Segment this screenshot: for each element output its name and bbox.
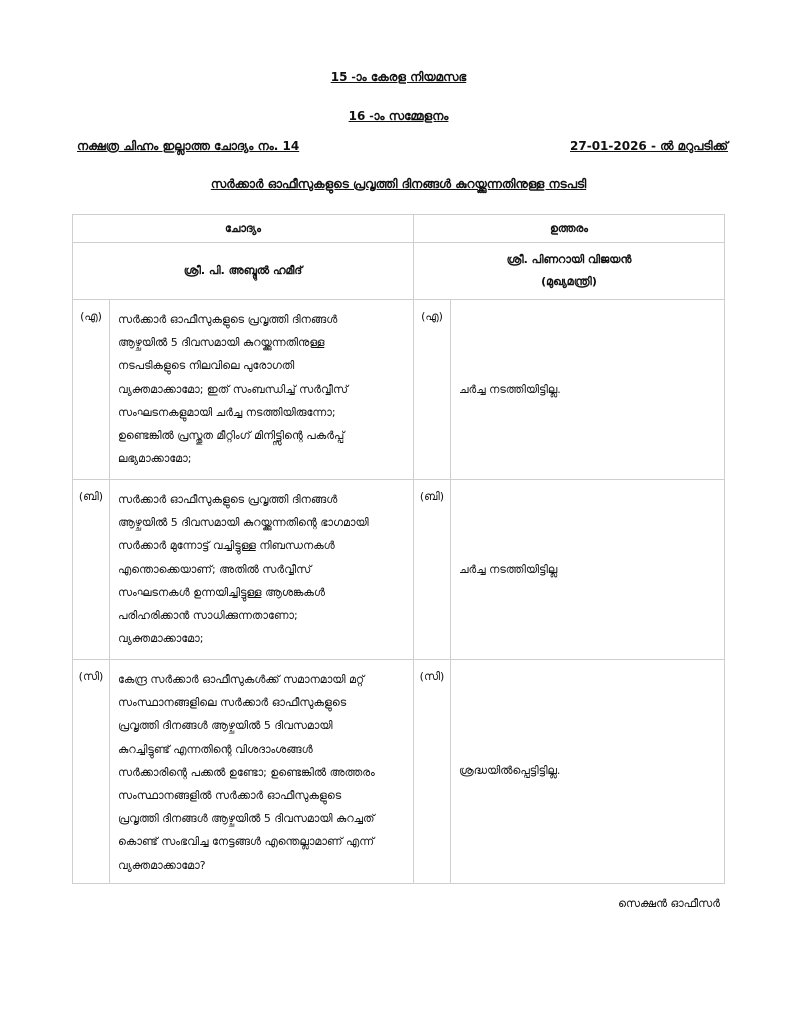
- question-line: സർക്കാർ മുന്നോട്ട് വച്ചിട്ടുള്ള നിബന്ധനകൾ: [118, 539, 335, 553]
- answer-date: 27-01-2026 - ൽ മറുപടിക്ക്: [570, 139, 728, 153]
- subject-title: സർക്കാർ ഓഫീസുകളുടെ പ്രവൃത്തി ദിനങ്ങൾ കുറയ്ക്കുന്നതിനുള്ള നടപടി: [210, 177, 587, 191]
- question-line: ആഴ്ചയിൽ 5 ദിവസമായി കുറയ്ക്കുന്നതിന്റെ ഭാഗമായി: [118, 516, 369, 530]
- respondent-cell: [414, 243, 725, 300]
- question-line: സർക്കാരിന്റെ പക്കൽ ഉണ്ടോ; ഉണ്ടെങ്കിൽ അത്തരം: [118, 765, 375, 779]
- question-line: കേന്ദ്ര സർക്കാർ ഓഫീസുകൾക്ക് സമാനമായി മറ്റ്: [118, 673, 365, 686]
- question-line: സർക്കാർ ഓഫീസുകളുടെ പ്രവൃത്തി ദിനങ്ങൾ: [118, 313, 338, 326]
- answer-label: (ബി): [414, 480, 451, 660]
- question-line: സംഘടനകളുമായി ചർച്ച നടത്തിയിരുന്നോ;: [118, 405, 336, 419]
- row-label: (സി): [73, 660, 110, 884]
- answer-text: ചർച്ച നടത്തിയിട്ടില്ല.: [451, 300, 725, 480]
- answer-text: ശ്രദ്ധയിൽപ്പെട്ടിട്ടില്ല.: [451, 660, 725, 884]
- answer-text: ചർച്ച നടത്തിയിട്ടില്ല: [451, 480, 725, 660]
- question-line: കൊണ്ട് സംഭവിച്ച നേട്ടങ്ങൾ എന്തെല്ലാമാണ് എന്ന്: [118, 835, 375, 849]
- question-line: നടപടികളുടെ നിലവിലെ പുരോഗതി: [118, 359, 295, 373]
- question-line: കുറച്ചിട്ടുണ്ട് എന്നതിന്റെ വിശദാംശങ്ങൾ: [118, 742, 313, 756]
- question-text: [110, 660, 414, 884]
- signature-designation: സെക്ഷൻ ഓഫീസർ: [618, 897, 720, 910]
- answer-label: (സി): [414, 660, 451, 884]
- question-line: സർക്കാർ ഓഫീസുകളുടെ പ്രവൃത്തി ദിനങ്ങൾ: [118, 493, 338, 506]
- question-line: ലഭ്യമാക്കാമോ;: [118, 452, 192, 466]
- respondent-role: (മുഖ്യമന്ത്രി): [541, 275, 597, 288]
- question-reference: നക്ഷത്ര ചിഹ്നം ഇല്ലാത്ത ചോദ്യം നം. 14: [77, 139, 300, 153]
- answer-label: (എ): [414, 300, 451, 480]
- question-line: സംഘടനകൾ ഉന്നയിച്ചിട്ടുള്ള ആശങ്കകൾ: [118, 585, 325, 599]
- table-row: [73, 300, 725, 480]
- question-line: പ്രവൃത്തി ദിനങ്ങൾ ആഴ്ചയിൽ 5 ദിവസമായി കുറച്ചത്: [118, 812, 375, 826]
- question-line: പരിഹരിക്കാൻ സാധിക്കുന്നതാണോ;: [118, 609, 298, 623]
- question-line: വ്യക്തമാക്കാമോ;: [118, 632, 204, 646]
- table-row: [73, 660, 725, 884]
- answer-column-heading: ഉത്തരം: [414, 215, 725, 243]
- question-text: [110, 480, 414, 660]
- row-label: (ബി): [73, 480, 110, 660]
- assembly-title: 15 -ാം കേരള നിയമസഭ: [330, 70, 467, 84]
- question-line: ആഴ്ചയിൽ 5 ദിവസമായി കുറയ്ക്കുന്നതിനുള്ള: [118, 336, 325, 350]
- question-answer-table: [72, 214, 725, 884]
- row-label: (എ): [73, 300, 110, 480]
- question-line: എന്തൊക്കെയാണ്; അതിൽ സർവ്വീസ്: [118, 562, 312, 576]
- respondent-name: ശ്രീ. പിണറായി വിജയൻ: [506, 253, 632, 266]
- session-title: 16 -ാം സമ്മേളനം: [348, 109, 449, 123]
- question-line: സംസ്ഥാനങ്ങളിലെ സർക്കാർ ഓഫീസുകളുടെ: [118, 696, 347, 710]
- table-row: [73, 480, 725, 660]
- question-column-heading: ചോദ്യം: [73, 215, 414, 243]
- question-line: പ്രവൃത്തി ദിനങ്ങൾ ആഴ്ചയിൽ 5 ദിവസമായി: [118, 719, 333, 733]
- question-line: ഉണ്ടെങ്കിൽ പ്രസ്തുത മീറ്റിംഗ് മിനിട്ട്സിന്റെ പകർപ്പ്: [118, 429, 345, 443]
- questioner-name: ശ്രീ. പി. അബ്ദുൽ ഹമീദ്: [73, 243, 414, 300]
- question-line: സംസ്ഥാനങ്ങളിൽ സർക്കാർ ഓഫീസുകളുടെ: [118, 789, 342, 803]
- question-text: [110, 300, 414, 480]
- question-line: വ്യക്തമാക്കാമോ?: [118, 858, 206, 872]
- question-line: വ്യക്തമാക്കാമോ; ഇത് സംബന്ധിച്ച് സർവ്വീസ്: [118, 382, 349, 396]
